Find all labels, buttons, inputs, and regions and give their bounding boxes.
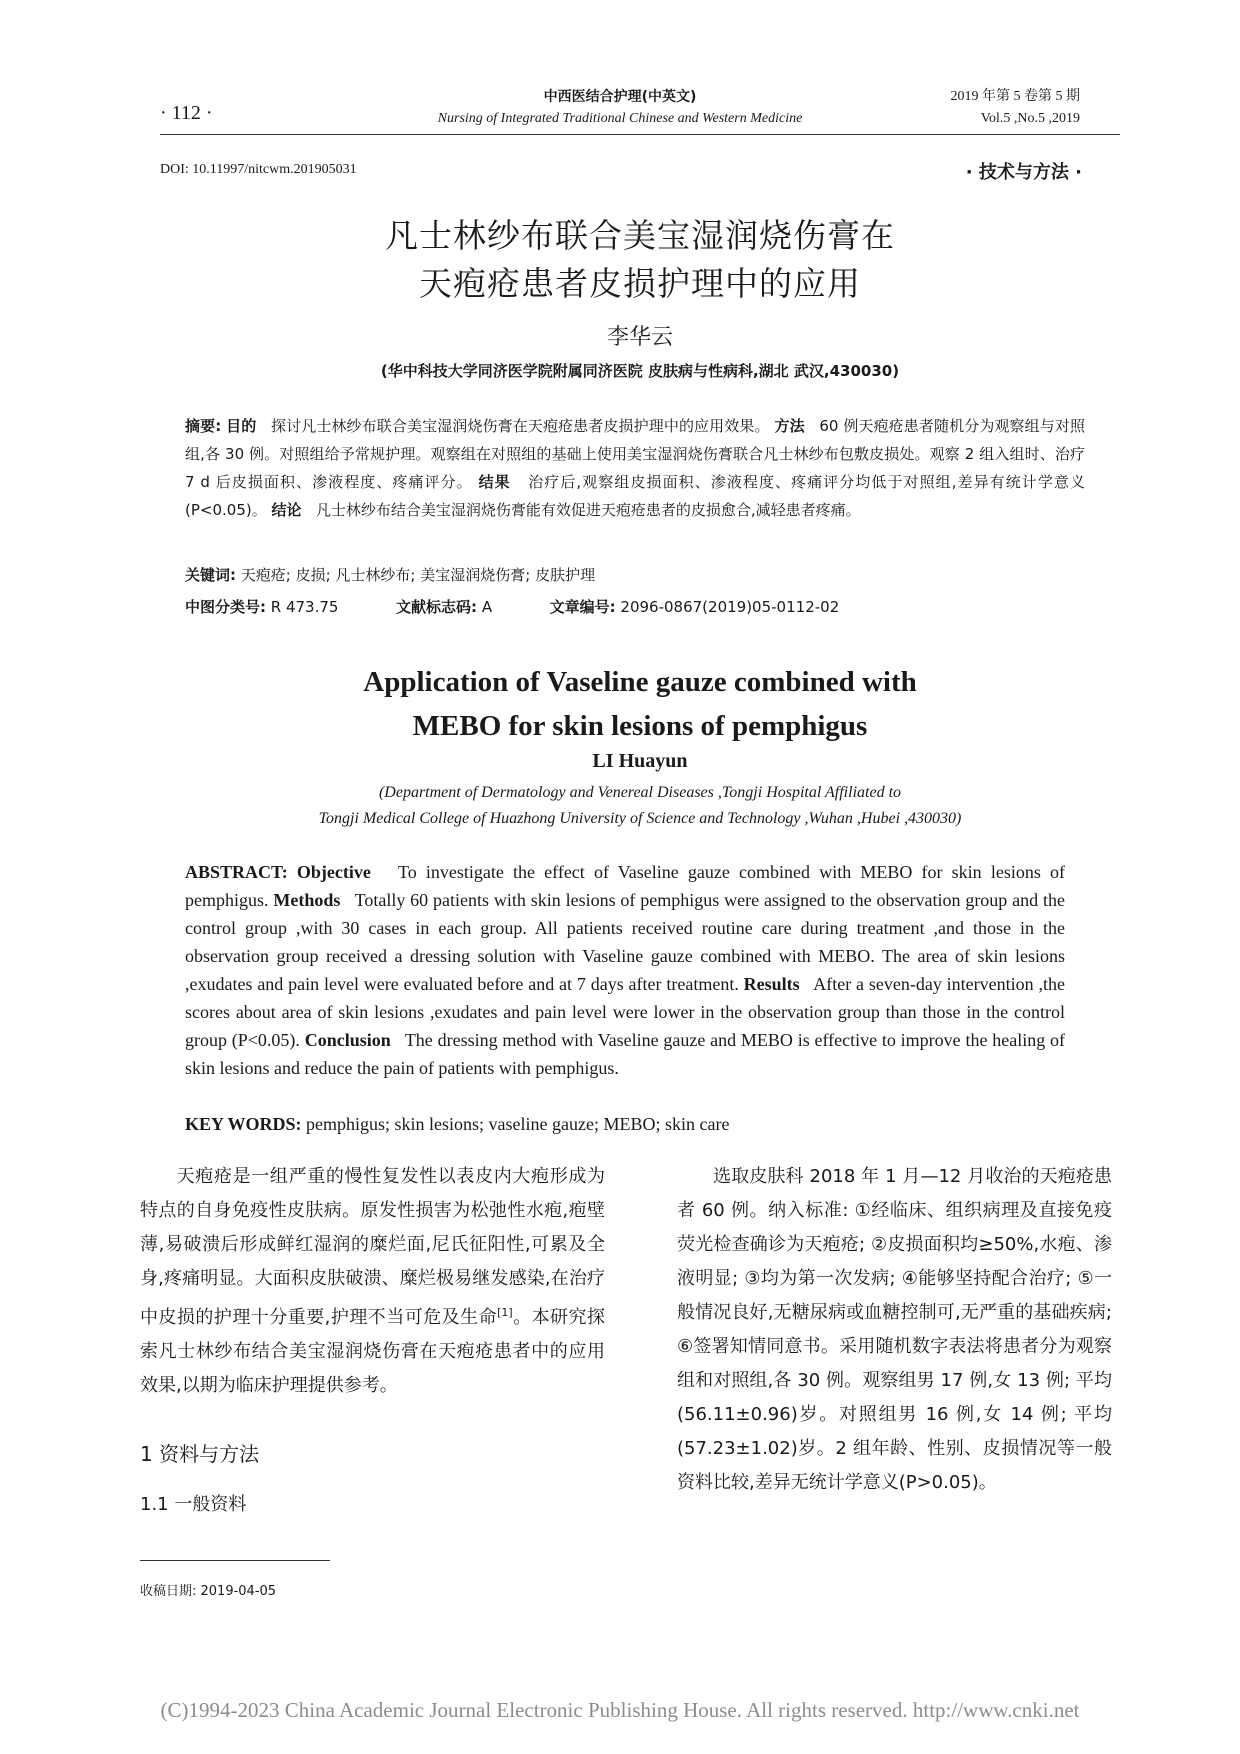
section-tag: · 技术与方法 · <box>965 162 1082 183</box>
en-title-line1: Application of Vaseline gauze combined with <box>363 666 917 698</box>
header-rule <box>160 134 1120 135</box>
section-heading-1-1: 1.1 一般资料 <box>140 1494 247 1515</box>
page-number: · 112 · <box>160 102 213 124</box>
body-left-column <box>140 1160 605 1403</box>
en-abstract-label: ABSTRACT: <box>185 862 288 882</box>
doc-code-value: A <box>481 598 493 616</box>
cn-abstract-label: 摘要: <box>185 417 222 435</box>
en-objective: To investigate the effect of Vaseline gauze combined with MEBO for skin lesions of pemphigus. <box>185 862 1065 910</box>
reference-marker[interactable]: [1] <box>497 1306 513 1319</box>
issue-en: Vol.5 ,No.5 ,2019 <box>980 111 1080 126</box>
cn-objective: 探讨凡士林纱布联合美宝湿润烧伤膏在天疱疮患者皮损护理中的应用效果。 <box>270 417 770 435</box>
cn-methods-label: 方法 <box>774 417 805 435</box>
en-methods-label: Methods <box>273 890 341 910</box>
cn-methods: 60 例天疱疮患者随机分为观察组与对照组,各 30 例。对照组给予常规护理。观察组在对照组的基础上使用美宝湿润烧伤膏联合凡士林纱布包敷皮损处。观察 2 组入组时、治疗 7 d 后皮损面积、渗液程度、疼痛评分。 <box>185 417 1085 491</box>
section-heading-1: 1 资料与方法 <box>140 1442 260 1466</box>
en-affiliation-line2: Tongji Medical College of Huazhong University of Science and Technology ,Wuhan ,Hubei ,430030) <box>318 810 962 827</box>
en-abstract <box>185 858 1065 1082</box>
en-author: LI Huayun <box>592 750 688 772</box>
en-conclusion-label: Conclusion <box>304 1030 391 1050</box>
en-results: After a seven-day intervention ,the scores about area of skin lesions ,exudates and pain level were lower in the observation group than those in the control group (P<0.05). <box>185 974 1065 1050</box>
methods-paragraph: 选取皮肤科 2018 年 1 月—12 月收治的天疱疮患者 60 例。纳入标准: ①经临床、组织病理及直接免疫荧光检查确诊为天疱疮; ②皮损面积均≥50%,水疱、渗液明显; ③均为第一次发病; ④能够坚持配合治疗; ⑤一般情况良好,无糖尿病或血糖控制可,无严重的基础疾病; ⑥签署知情同意书。采用随机数字表法将患者分为观察组和对照组,各 30 例。观察组男 17 例,女 13 例; 平均(56.11±0.96)岁。对照组男 16 例,女 14 例; 平均(57.23±1.02)岁。2 组年龄、性别、皮损情况等一般资料比较,差异无统计学意义(P>0.05)。 <box>677 1166 1112 1493</box>
en-affiliation-line1: (Department of Dermatology and Venereal Diseases ,Tongji Hospital Affiliated to <box>378 784 902 801</box>
en-title <box>160 660 1120 748</box>
en-conclusion: The dressing method with Vaseline gauze and MEBO is effective to improve the healing of skin lesions and reduce the pain of patients with pemphigus. <box>185 1030 1065 1078</box>
cn-abstract <box>185 412 1085 524</box>
cn-keywords-label: 关键词: <box>185 566 236 584</box>
en-objective-label: Objective <box>296 862 371 882</box>
en-title-line2: MEBO for skin lesions of pemphigus <box>412 710 868 742</box>
cn-classification-line <box>185 596 1085 617</box>
cn-objective-label: 目的 <box>226 417 257 435</box>
cn-title-line1: 凡士林纱布联合美宝湿润烧伤膏在 <box>385 216 895 255</box>
cn-title <box>160 212 1120 308</box>
en-methods: Totally 60 patients with skin lesions of pemphigus were assigned to the observation group and the control group ,with 30 cases in each group. All patients received routine care during treatment ,and those in the observation group received a dressing solution with Vaseline gauze combined with MEBO. The area of skin lesions ,exudates and pain level were evaluated before and at 7 days after treatment. <box>185 890 1065 994</box>
cn-keywords-line <box>185 564 1085 585</box>
en-keywords: pemphigus; skin lesions; vaseline gauze; MEBO; skin care <box>306 1114 730 1134</box>
article-no-label: 文章编号: <box>549 598 616 616</box>
cn-results-label: 结果 <box>478 473 511 491</box>
clc-label: 中图分类号: <box>185 598 266 616</box>
cn-conclusion-label: 结论 <box>271 501 302 519</box>
copyright-watermark: (C)1994-2023 China Academic Journal Electronic Publishing House. All rights reserved. http://www.cnki.net <box>160 1698 1080 1722</box>
intro-paragraph: 天疱疮是一组严重的慢性复发性以表皮内大疱形成为特点的自身免疫性皮肤病。原发性损害为松弛性水疱,疱壁薄,易破溃后形成鲜红湿润的糜烂面,尼氏征阳性,可累及全身,疼痛明显。大面积皮肤破溃、糜烂极易继发感染,在治疗中皮损的护理十分重要,护理不当可危及生命 <box>140 1166 605 1328</box>
footnote-rule <box>140 1560 330 1561</box>
cn-title-line2: 天疱疮患者皮损护理中的应用 <box>419 264 861 303</box>
body-right-column <box>677 1160 1112 1500</box>
doi[interactable]: DOI: 10.11997/nitcwm.201905031 <box>160 162 357 177</box>
cn-conclusion: 凡士林纱布结合美宝湿润烧伤膏能有效促进天疱疮患者的皮损愈合,减轻患者疼痛。 <box>315 501 861 519</box>
journal-name-en: Nursing of Integrated Traditional Chinese and Western Medicine <box>437 111 803 126</box>
journal-header <box>300 86 940 130</box>
cn-results: 治疗后,观察组皮损面积、渗液程度、疼痛评分均低于对照组,差异有统计学意义(P<0.05)。 <box>185 473 1085 519</box>
article-no-value: 2096-0867(2019)05-0112-02 <box>620 598 840 616</box>
en-results-label: Results <box>743 974 800 994</box>
received-date: 收稿日期: 2019-04-05 <box>140 1584 277 1599</box>
cn-author: 李华云 <box>606 325 673 350</box>
en-keywords-label: KEY WORDS: <box>185 1114 302 1134</box>
doc-code-label: 文献标志码: <box>396 598 478 616</box>
cn-keywords: 天疱疮; 皮损; 凡士林纱布; 美宝湿润烧伤膏; 皮肤护理 <box>240 566 596 584</box>
cn-affiliation: (华中科技大学同济医学院附属同济医院 皮肤病与性病科,湖北 武汉,430030) <box>380 362 900 380</box>
en-keywords-line <box>185 1114 1085 1135</box>
intro-paragraph-end: 。本研究探索凡士林纱布结合美宝湿润烧伤膏在天疱疮患者中的应用效果,以期为临床护理提供参考。 <box>140 1307 605 1396</box>
en-affiliation <box>160 780 1120 832</box>
journal-name-cn: 中西医结合护理(中英文) <box>543 89 697 105</box>
clc-value: R 473.75 <box>270 598 339 616</box>
issue-info <box>951 86 1081 130</box>
issue-cn: 2019 年第 5 卷第 5 期 <box>950 89 1080 104</box>
